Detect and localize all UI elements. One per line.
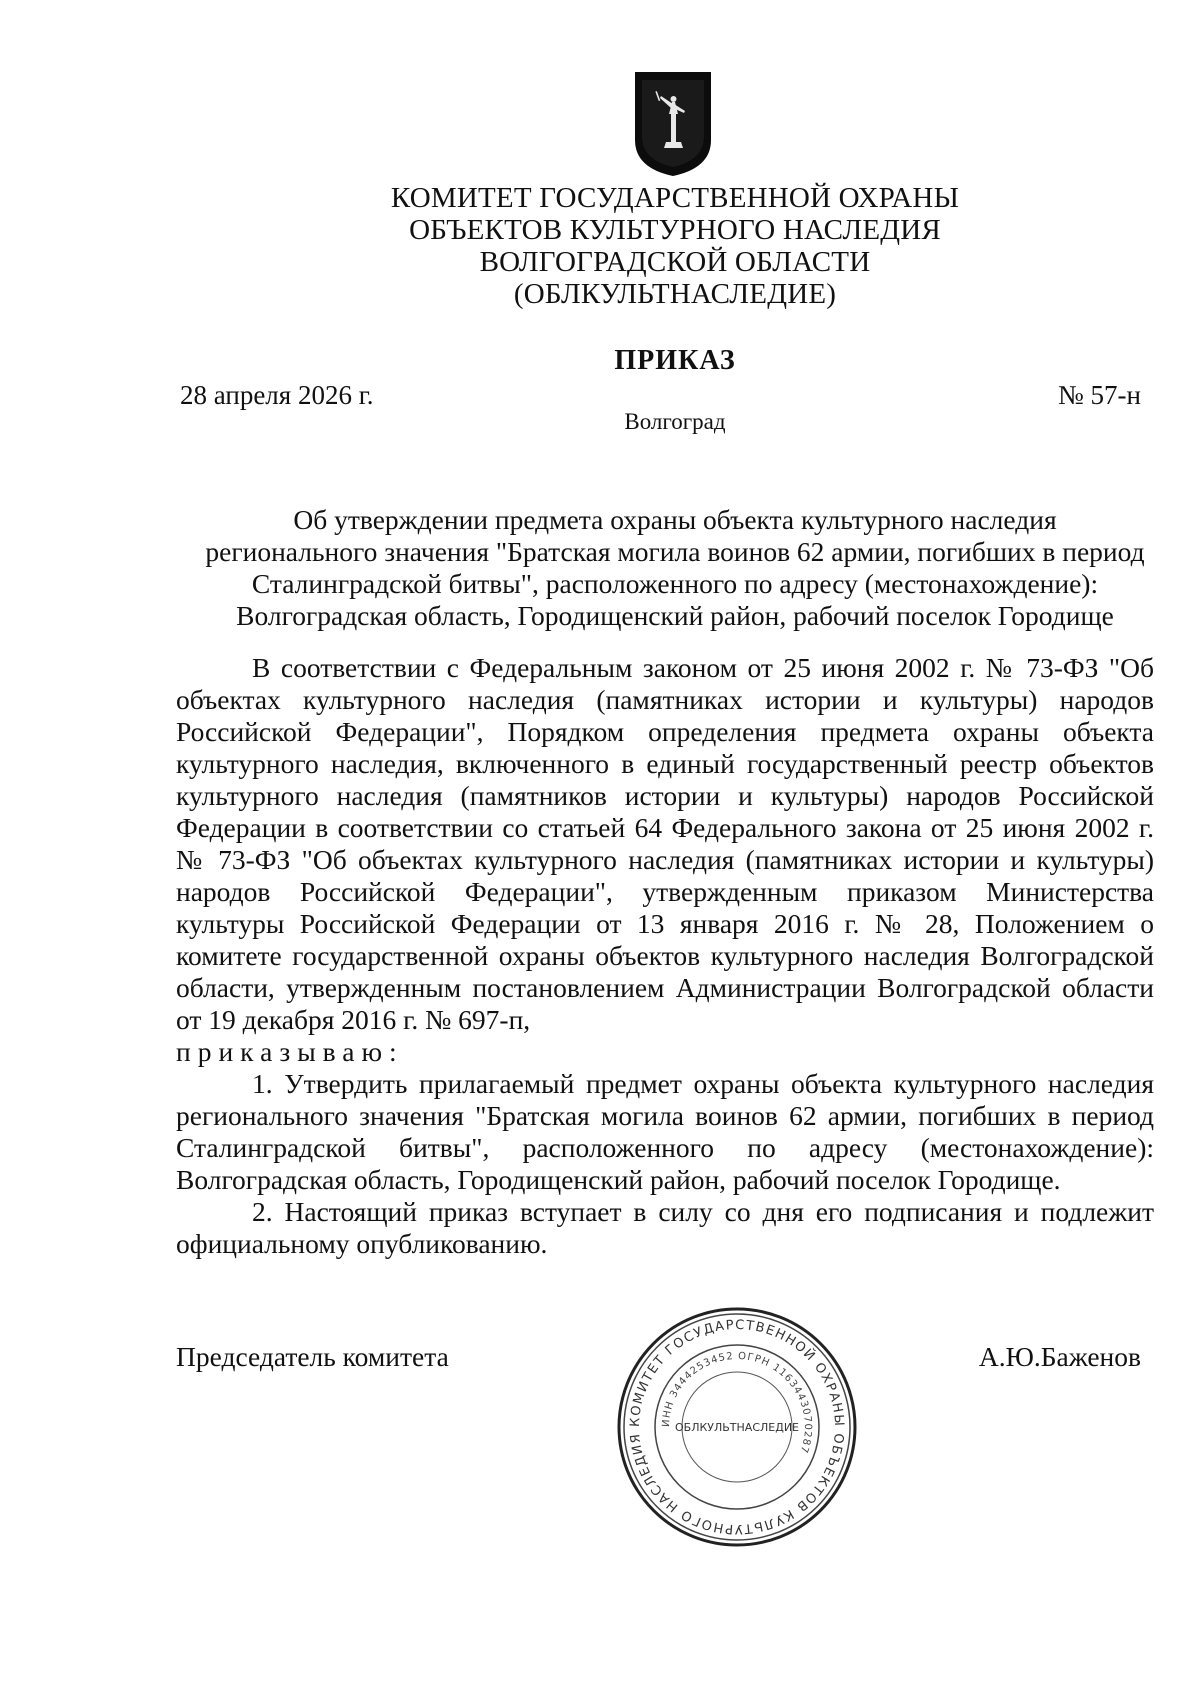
subject-line: регионального значения "Братская могила воинов 62 армии, погибших в период [205, 536, 1145, 567]
order-subject [175, 504, 1175, 632]
signatory-name: А.Ю.Баженов [978, 1341, 1141, 1372]
order-item: 1. Утвердить прилагаемый предмет охраны объекта культурного наследия регионального значения "Братская могила воинов 62 армии, погибших в период Сталинградской битвы", расположенного по адресу (местонахождение): Волгоградская область, Городищенский район, рабочий поселок Городище. [176, 1068, 1154, 1195]
document-title: ПРИКАЗ [614, 345, 736, 376]
preamble-paragraph: В соответствии с Федеральным законом от 25 июня 2002 г. № 73-ФЗ "Об объектах культурного наследия (памятниках истории и культуры) народов Российской Федерации", Порядком определения предмета охраны объекта культурного наследия, включенного в единый государственный реестр объектов культурного наследия (памятников истории и культуры) народов Российской Федерации в соответствии со статьей 64 Федерального закона от 25 июня 2002 г. № 73-ФЗ "Об объектах культурного наследия (памятниках истории и культуры) народов Российской Федерации", утвержденным приказом Министерства культуры Российской Федерации от 13 января 2016 г. № 28, Положением о комитете государственной охраны объектов культурного наследия Волгоградской области, утвержденным постановлением Администрации Волгоградской области от 19 декабря 2016 г. № 697-п, [176, 652, 1154, 1035]
official-seal [615, 1305, 859, 1549]
coat-of-arms-emblem [633, 70, 713, 178]
organization-name [250, 182, 1100, 310]
signatory-position: Председатель комитета [176, 1341, 449, 1372]
subject-line: Волгоградская область, Городищенский район, рабочий поселок Городище [236, 600, 1114, 631]
order-body [176, 652, 1154, 1260]
order-city: Волгоград [624, 409, 726, 434]
order-item: 2. Настоящий приказ вступает в силу со дня его подписания и подлежит официальному опубликованию. [176, 1196, 1154, 1259]
seal-inner-text: ИНН 3444253452 ОГРН 1163443070287 [660, 1350, 814, 1455]
org-line: ВОЛГОГРАДСКОЙ ОБЛАСТИ [479, 246, 871, 278]
subject-line: Сталинградской битвы", расположенного по адресу (местонахождение): [251, 568, 1099, 599]
org-line: КОМИТЕТ ГОСУДАРСТВЕННОЙ ОХРАНЫ [390, 182, 960, 214]
seal-center-text: ОБЛКУЛЬТНАСЛЕДИЕ [675, 1421, 799, 1434]
org-line: (ОБЛКУЛЬТНАСЛЕДИЕ) [513, 278, 837, 310]
order-date: 28 апреля 2026 г. [180, 380, 374, 410]
directive-word: приказываю: [176, 1036, 404, 1067]
org-line: ОБЪЕКТОВ КУЛЬТУРНОГО НАСЛЕДИЯ [409, 214, 941, 246]
volgograd-coat-of-arms-icon [633, 70, 713, 178]
subject-line: Об утверждении предмета охраны объекта культурного наследия [293, 504, 1057, 535]
order-number: № 57-н [1058, 380, 1141, 410]
seal-outer-text: КОМИТЕТ ГОСУДАРСТВЕННОЙ ОХРАНЫ ОБЪЕКТОВ КУЛЬТУРНОГО НАСЛЕДИЯ [627, 1317, 847, 1537]
seal-stamp-icon [615, 1305, 859, 1549]
